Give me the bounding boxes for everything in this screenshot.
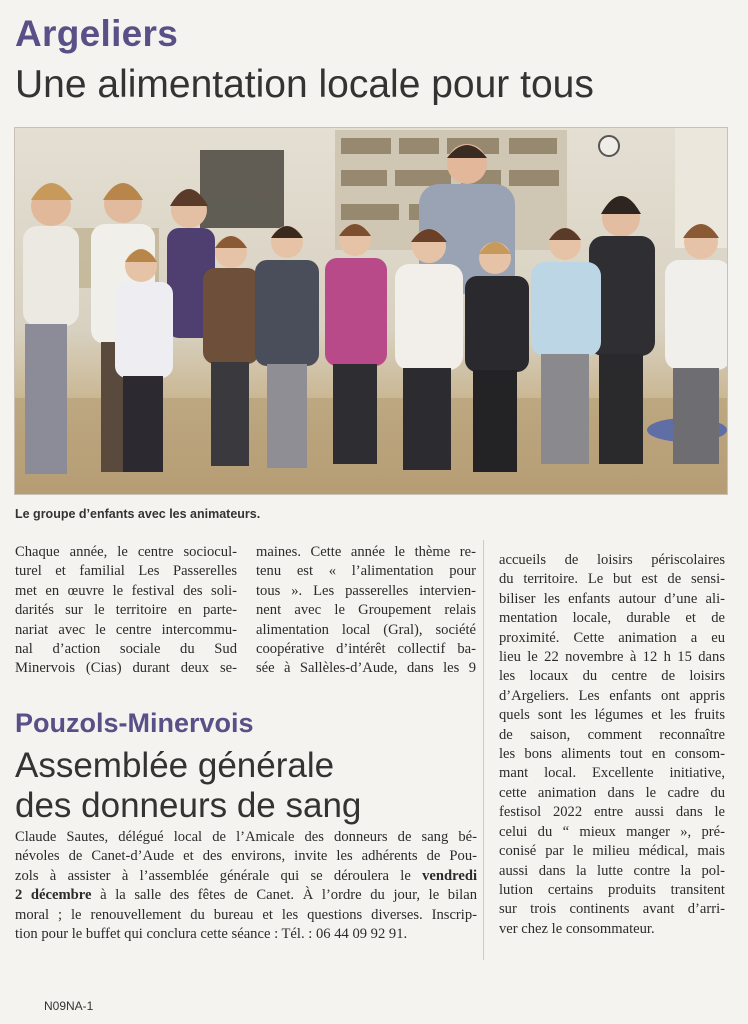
- text-line: les locaux du centre de loisirs: [499, 668, 725, 685]
- text-line: celui du “ mieux manger », pré-: [499, 823, 725, 840]
- text-line: lieu le 22 novembre à 12 h 15 dans: [499, 649, 725, 666]
- text-line: sée à Sallèles-d’Aude, dans les 9: [256, 660, 476, 677]
- text-line: Chaque année, le centre sociocul-: [15, 544, 237, 560]
- date-highlight: 2 décembre: [15, 887, 92, 904]
- text-line: ver chez le consommateur.: [499, 920, 655, 937]
- article-location: Argeliers: [15, 13, 179, 54]
- text-line: nent avec le Groupement relais: [256, 602, 476, 619]
- text-line: Claude Sautes, délégué local de l’Amicale des donneurs de sang bé-: [15, 829, 477, 845]
- photo-caption: Le groupe d’enfants avec les animateurs.: [15, 507, 261, 521]
- text-line: moral ; le renouvellement du bureau et les questions diverses. Inscrip-: [15, 906, 477, 923]
- text-line: de saison, comment reconnaître: [499, 726, 725, 743]
- text-line: mant local. Excellente initiative,: [499, 765, 725, 782]
- article2-body: [15, 828, 477, 944]
- text-line: maines. Cette année le thème re-: [256, 544, 476, 560]
- text-line: darités sur le territoire en parte-: [15, 602, 237, 619]
- text-line: tion pour le buffet qui conclura cette séance : Tél. : 06 44 09 92 91.: [15, 926, 408, 943]
- text-line: nariat avec le centre intercommu-: [15, 621, 237, 638]
- text-line: aussi dans la lutte contre la pol-: [499, 862, 725, 879]
- text-line: les bons aliments tout en consom-: [499, 746, 725, 763]
- text-line: proximité. Cette animation a eu: [499, 629, 725, 646]
- text-line: mentation locale, durable et de: [499, 610, 725, 627]
- text-line: lution certains produits transitent: [499, 881, 725, 898]
- article-location: Pouzols-Minervois: [15, 708, 254, 738]
- text-line: coopérative d’intérêt collectif ba-: [256, 641, 476, 658]
- text-line: du territoire. Le but est de sensi-: [499, 571, 725, 588]
- text-line: nal d’action sociale du Sud: [15, 641, 237, 658]
- text-line: accueils de loisirs périscolaires: [499, 552, 725, 568]
- headline-line: des donneurs de sang: [15, 786, 362, 825]
- text-line: d’Argeliers. Les enfants ont appris: [499, 687, 725, 704]
- text-line: [15, 867, 477, 886]
- text-line: turel et familial Les Passerelles: [15, 563, 237, 580]
- text-line: sur trois continents avant d’arri-: [499, 901, 725, 918]
- text-line: quels sont les légumes et les fruits: [499, 707, 725, 724]
- text-line: tenu est « l’alimentation pour: [256, 563, 476, 580]
- page-code: N09NA-1: [44, 999, 94, 1013]
- column-divider: [483, 540, 484, 960]
- date-highlight: vendredi: [422, 867, 477, 884]
- article-headline: [15, 746, 361, 826]
- headline-line: Assemblée générale: [15, 746, 335, 785]
- text-line: Minervois (Cias) durant deux se-: [15, 660, 237, 677]
- article-photo: [14, 127, 728, 495]
- text-line: [15, 886, 477, 905]
- text-fragment: à la salle des fêtes de Canet. À l’ordre du jour, le bilan: [91, 887, 477, 904]
- article1-column-2: [256, 543, 476, 679]
- text-line: conisé par le milieu médical, mais: [499, 843, 725, 860]
- text-line: met en œuvre le festival des soli-: [15, 582, 237, 599]
- article-headline: Une alimentation locale pour tous: [15, 63, 594, 106]
- text-line: cette animation dans le cadre du: [499, 784, 725, 801]
- group-photo-illustration: [15, 128, 727, 494]
- text-line: tous ». Les passerelles intervien-: [256, 582, 476, 599]
- text-line: névoles de Canet-d’Aude et des environs, invite les adhérents de Pou-: [15, 848, 477, 865]
- text-line: festisol 2022 entre aussi dans le: [499, 804, 725, 821]
- text-line: biliser les enfants autour d’une ali-: [499, 590, 725, 607]
- text-fragment: zols à assister à l’assemblée générale qui se déroulera le: [15, 867, 423, 884]
- text-line: alimentation local (Gral), société: [256, 621, 476, 638]
- article1-column-1: [15, 543, 237, 679]
- article1-column-3: [499, 551, 725, 939]
